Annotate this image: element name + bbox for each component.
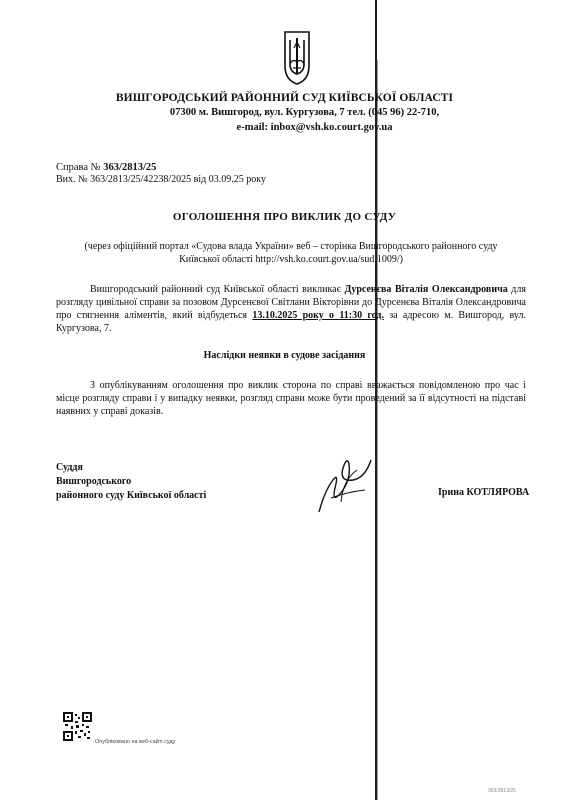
handwritten-signature <box>313 450 383 520</box>
judge-title-line-3: районного суду Київської області <box>56 490 207 501</box>
consequences-paragraph <box>56 379 526 418</box>
court-name: ВИШГОРОДСЬКИЙ РАЙОННИЙ СУД КИЇВСЬКОЇ ОБЛАСТІ <box>115 92 454 104</box>
case-number-line <box>56 162 156 173</box>
summons-paragraph <box>56 283 526 335</box>
court-email: e-mail: inbox@vsh.ko.court.gov.ua <box>236 122 393 133</box>
court-address: 07300 м. Вишгород, вул. Кургузова, 7 тел. (045 96) 22-710, <box>169 107 440 118</box>
judge-name: Ірина КОТЛЯРОВА <box>438 487 530 498</box>
summons-text-a: Вишгородський районний суд Київської області викликає <box>90 284 345 295</box>
scan-artifact-line-secondary <box>377 60 378 800</box>
consequences-heading: Наслідки неявки в судове засідання <box>203 350 366 361</box>
judge-title-line-1: Суддя <box>56 462 83 473</box>
judge-title-line-2: Вишгородського <box>56 476 132 487</box>
notice-title: ОГОЛОШЕННЯ ПРО ВИКЛИК ДО СУДУ <box>172 211 397 223</box>
judge-title-block <box>56 461 206 503</box>
tryzub-coat-of-arms-icon <box>282 28 312 86</box>
publication-channel <box>56 240 526 266</box>
summons-text-b: для розгляду цивільної справи за позовом Дурсенєвої Світлани Вікторівни до Дурсенєва Віталія Олександровича про стягнення аліментів, який відбудеться <box>56 284 526 321</box>
qr-code-icon <box>63 712 92 741</box>
hearing-datetime: 13.10.2025 року о 11:30 год. <box>252 310 384 321</box>
summoned-person-name: Дурсенєва Віталія Олександровича <box>344 284 508 295</box>
publication-channel-line-1: (через офіційний портал «Судова влада України» веб – сторінка Вишгородського районного суду <box>84 241 498 252</box>
consequences-text: З опублікуванням оголошення про виклик сторона по справі вважається повідомленою про час і місце розгляду справи і у випадку неявки, розгляд справи може бути проведений за її відсутності на підставі наявних у справі доказів. <box>56 380 526 417</box>
publication-channel-line-2: Київської області http://vsh.ko.court.gov.ua/sud 1009/) <box>179 254 403 265</box>
case-label: Справа № <box>56 162 104 173</box>
footer-reference: 363/2813/25 <box>488 788 516 794</box>
case-number: 363/2813/25 <box>103 162 157 173</box>
qr-caption: Опубліковано на веб-сайті суду <box>95 739 176 745</box>
outgoing-reference: Вих. № 363/2813/25/42238/2025 від 03.09.25 року <box>56 174 266 185</box>
summons-text-c: за адресою м. Вишгород, вул. Кургузова, 7. <box>56 310 526 334</box>
